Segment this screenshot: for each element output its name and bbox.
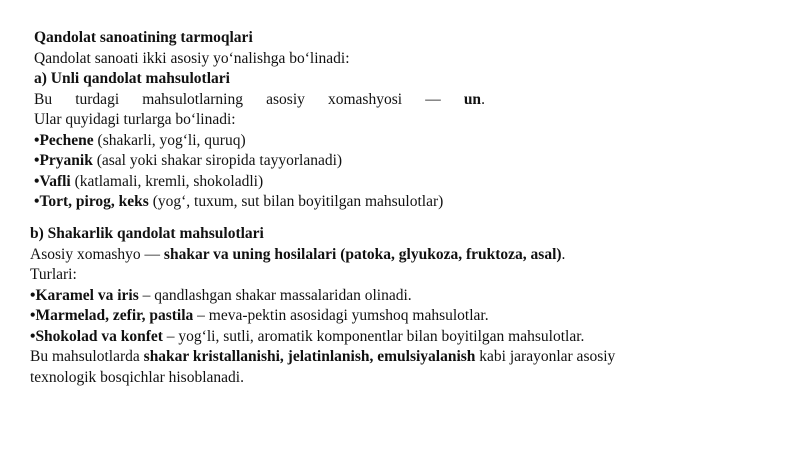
raw-material-bold: shakar va uning hosilalari (patoka, glyukoza, fruktoza, asal) <box>163 245 562 263</box>
item-desc: – yog‘li, sutli, aromatik komponentlar bilan boyitilgan mahsulotlar. <box>162 327 585 345</box>
list-item <box>34 131 494 152</box>
list-item <box>34 192 494 213</box>
raw-word: asosiy <box>266 90 305 108</box>
list-item <box>30 306 730 327</box>
item-desc: – meva-pektin asosidagi yumshoq mahsulotlar. <box>193 307 489 324</box>
section-shakarlik <box>30 224 730 388</box>
item-desc: (yog‘, tuxum, sut bilan boyitilgan mahsulotlar) <box>148 193 444 210</box>
bullet-icon: • <box>34 152 40 169</box>
raw-material-bold: un. <box>463 90 485 108</box>
intro-text: Qandolat sanoati ikki asosiy yo‘nalishga bo‘linadi: <box>34 49 350 67</box>
item-name: Tort, pirog, keks <box>39 193 149 210</box>
bullet-icon: • <box>30 307 36 324</box>
types-intro: Ular quyidagi turlarga bo‘linadi: <box>34 111 236 128</box>
raw-material-line-unli <box>34 90 485 111</box>
item-desc: (katlamali, kremli, shokoladli) <box>70 172 264 190</box>
raw-word: Bu <box>34 90 53 108</box>
bullet-icon: • <box>34 193 40 210</box>
raw-word: mahsulotlarning <box>142 90 243 108</box>
types-label: Turlari: <box>30 266 77 283</box>
item-name: Shokolad va konfet <box>35 327 163 345</box>
item-name: Vafli <box>39 172 71 190</box>
item-name: Marmelad, zefir, pastila <box>35 307 194 324</box>
raw-word: — <box>425 90 441 108</box>
raw-word: xomashyosi <box>328 90 403 108</box>
bullet-icon: • <box>34 131 40 149</box>
conclusion-line-2: texnologik bosqichlar hisoblanadi. <box>30 368 244 386</box>
section-unli <box>34 28 494 213</box>
item-desc: – qandlashgan shakar massalaridan olinadi. <box>138 286 412 304</box>
bullet-icon: • <box>30 327 36 345</box>
conclusion-bold: shakar kristallanishi, jelatinlanish, emulsiyalanish <box>143 348 476 365</box>
section-title: Qandolat sanoatining tarmoqlari <box>34 29 253 46</box>
subtitle-shakarlik: b) Shakarlik qandolat mahsulotlari <box>30 225 264 242</box>
item-name: Pechene <box>39 131 94 149</box>
raw-word: turdagi <box>75 90 120 108</box>
list-item <box>30 327 730 348</box>
list-item <box>30 286 730 307</box>
bullet-icon: • <box>30 286 36 304</box>
subtitle-unli: a) Unli qandolat mahsulotlari <box>34 70 230 87</box>
raw-material-line-shakarlik: Asosiy xomashyo — shakar va uning hosilalari (patoka, glyukoza, fruktoza, asal). <box>30 245 566 263</box>
item-name: Pryanik <box>39 152 93 169</box>
list-item <box>34 172 494 193</box>
item-desc: (asal yoki shakar siropida tayyorlanadi) <box>92 152 343 169</box>
item-desc: (shakarli, yog‘li, quruq) <box>93 131 246 149</box>
bullet-icon: • <box>34 172 40 190</box>
list-item <box>34 151 494 172</box>
conclusion-line: Bu mahsulotlarda shakar kristallanishi, jelatinlanish, emulsiyalanish kabi jarayonlar asosiy <box>30 348 616 365</box>
item-name: Karamel va iris <box>35 286 139 304</box>
